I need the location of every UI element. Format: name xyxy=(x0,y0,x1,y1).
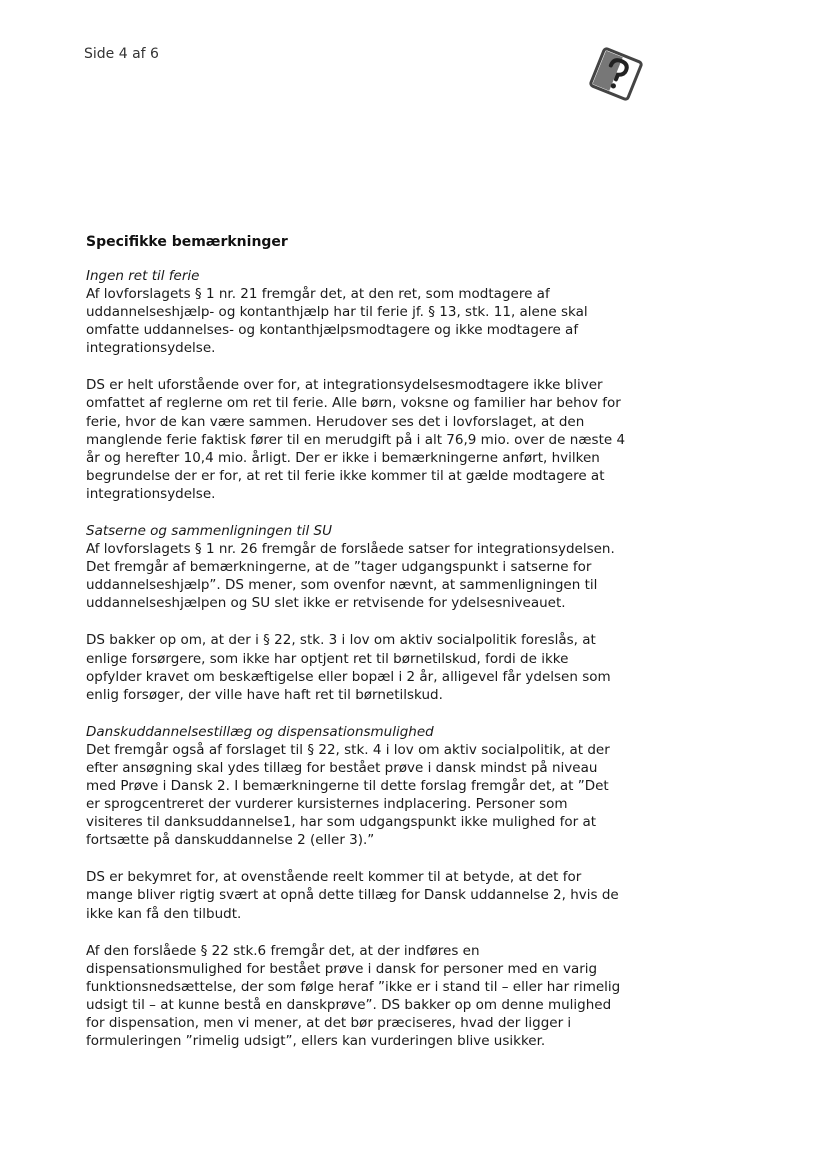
subheading-ferie: Ingen ret til ferie xyxy=(86,268,200,284)
paragraph-block xyxy=(86,267,626,357)
paragraph: Af lovforslagets § 1 nr. 21 fremgår det, at den ret, som modtagere af uddannelseshjælp- og kontanthjælp har til ferie jf. § 13, stk. 11, alene skal omfatte uddannelses- og kontanthjælpsmodtagere og ikke modtagere af integrationsydelse. xyxy=(86,286,588,357)
subheading-satser: Satserne og sammenligningen til SU xyxy=(86,523,332,540)
question-mark-tile-logo xyxy=(584,42,648,106)
document-body xyxy=(86,234,626,1069)
paragraph-block xyxy=(86,723,626,850)
subheading-danskuddannelse: Danskuddannelsestillæg og dispensationsmulighed xyxy=(86,723,434,740)
paragraph: Af lovforslagets § 1 nr. 26 fremgår de forslåede satser for integrationsydelsen. Det fremgår af bemærkningerne, at de ”tager udgangspunkt i satserne for uddannelseshjælp”. DS mener, som ovenfor nævnt, at sammenligningen til uddannelseshjælpen og SU slet ikke er retvisende for ydelsesniveauet. xyxy=(86,541,615,612)
paragraph: Af den forslåede § 22 stk.6 fremgår det, at der indføres en dispensationsmulighed for bestået prøve i dansk for personer med en varig funktionsnedsættelse, der som følge heraf ”ikke er i stand til – eller har rimelig udsigt til – at kunne bestå en danskprøve”. DS bakker op om denne mulighed for dispensation, men vi mener, at det bør præciseres, hvad der ligger i formuleringen ”rimelig udsigt”, ellers kan vurderingen blive usikker. xyxy=(86,942,621,1050)
paragraph: Det fremgår også af forslaget til § 22, stk. 4 i lov om aktiv socialpolitik, at der efter ansøgning skal ydes tillæg for bestået prøve i dansk mindst på niveau med Prøve i Dansk 2. I bemærkningerne til dette forslag fremgår det, at ”Det er sprogcentreret der vurderer kursisternes indplacering. Personer som visiteres til danksuddannelse1, har som udgangspunkt ikke mulighed for at fortsætte på danskuddannelse 2 (eller 3).” xyxy=(86,741,610,849)
paragraph: DS er bekymret for, at ovenstående reelt kommer til at betyde, at det for mange bliver rigtig svært at opnå dette tillæg for Dansk uddannelse 2, hvis de ikke kan få den tilbudt. xyxy=(86,869,619,922)
paragraph: DS er helt uforstående over for, at integrationsydelsesmodtagere ikke bliver omfattet af reglerne om ret til ferie. Alle børn, voksne og familier har behov for ferie, hvor de kan være sammen. Herudover ses det i lovforslaget, at den manglende ferie faktisk fører til en merudgift på i alt 76,9 mio. over de næste 4 år og herefter 10,4 mio. årligt. Der er ikke i bemærkningerne anført, hvilken begrundelse der er for, at ret til ferie ikke kommer til at gælde modtagere at integrationsydelse. xyxy=(86,377,626,502)
page-number: Side 4 af 6 xyxy=(84,46,159,62)
section-heading: Specifikke bemærkninger xyxy=(86,234,288,250)
paragraph-block xyxy=(86,522,626,612)
paragraph: DS bakker op om, at der i § 22, stk. 3 i lov om aktiv socialpolitik foreslås, at enlige forsørgere, som ikke har optjent ret til børnetilskud, fordi de ikke opfylder kravet om beskæftigelse eller bopæl i 2 år, alligevel får ydelsen som enlig forsøger, der ville have haft ret til børnetilskud. xyxy=(86,632,611,703)
